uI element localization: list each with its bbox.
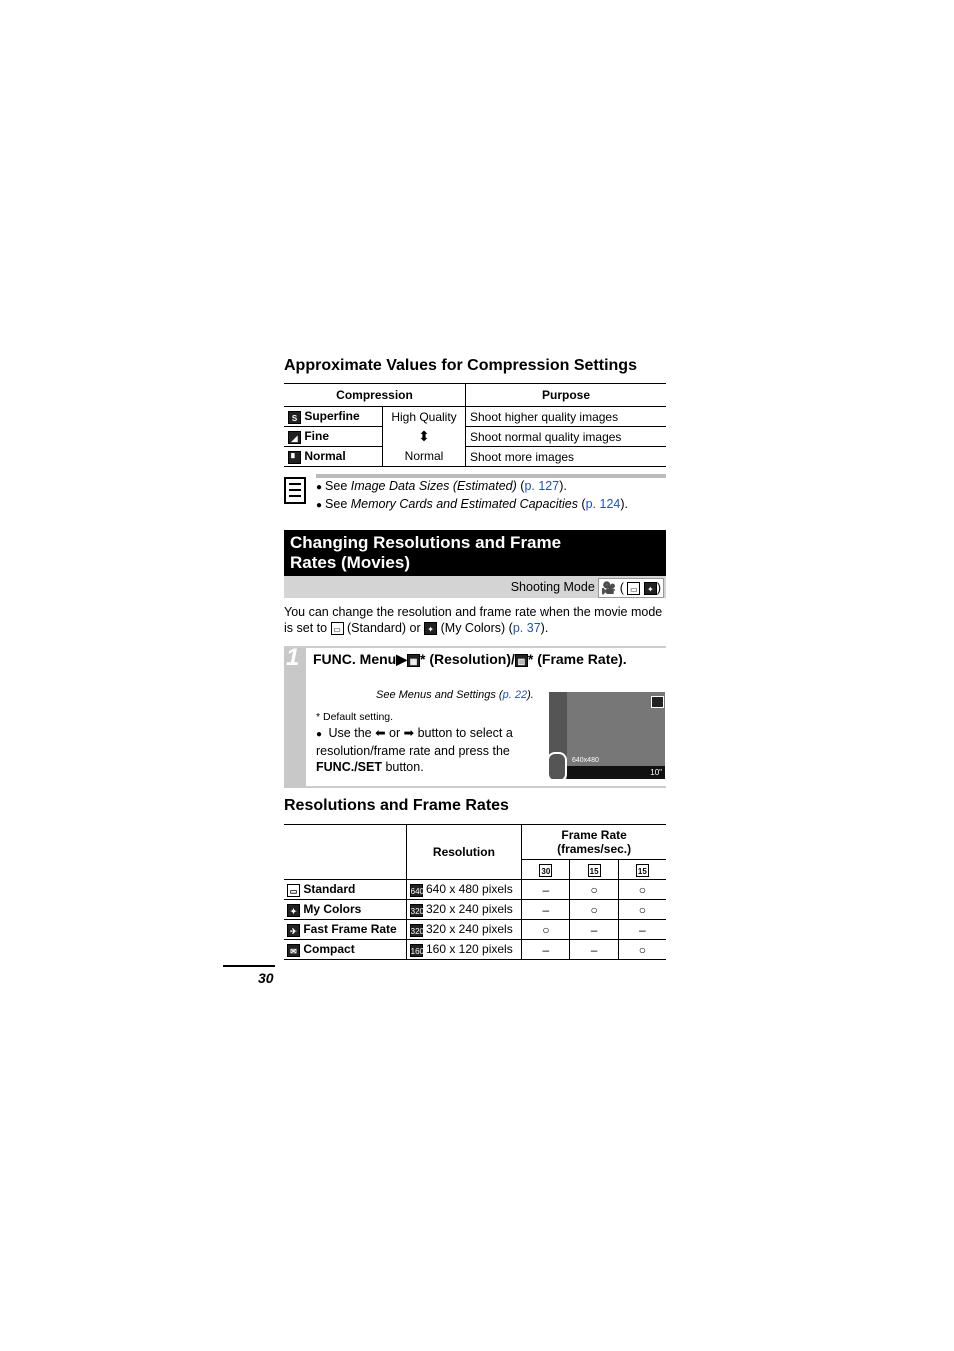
notes-list (316, 478, 628, 514)
note-item: ● See Memory Cards and Estimated Capacities (p. 124). (316, 496, 628, 514)
note-item: ● See Image Data Sizes (Estimated) (p. 127). (316, 478, 628, 496)
step-instruction: ● Use the ⬅ or ➡ button to select a resolution/frame rate and press the FUNC./SET button. (316, 725, 536, 775)
header-frame-rate: Frame Rate (frames/sec.) (522, 825, 666, 860)
page-number-rule (223, 965, 275, 967)
default-note: * Default setting. (316, 711, 394, 723)
left-arrow-icon: ⬅ (375, 726, 386, 740)
step-number: 1 (286, 644, 300, 671)
intro-paragraph: You can change the resolution and frame rate when the movie mode is set to ▭ (Standard) or ✦ (My Colors) (p. 37). (284, 605, 663, 635)
page-link[interactable]: p. 22 (502, 689, 528, 701)
screen-time: 10" (650, 768, 662, 777)
standard-icon: ▭ (627, 582, 640, 595)
mycolors-icon: ✦ (424, 622, 437, 635)
resolutions-heading: Resolutions and Frame Rates (284, 797, 509, 814)
purpose-cell: Shoot higher quality images (466, 407, 667, 427)
section-banner (284, 530, 666, 576)
quality-high: High Quality (383, 407, 466, 427)
movie-camera-icon: 🎥 (601, 580, 617, 595)
resolution-160-icon: 160 (410, 944, 423, 957)
screen-status-bar (567, 766, 665, 779)
normal-icon: ▘ (288, 451, 301, 464)
selection-highlight (547, 752, 567, 782)
banner-line: Rates (Movies) (290, 553, 410, 572)
memo-icon (284, 477, 306, 504)
frame-rate-15-icon: 15 (636, 864, 649, 877)
compression-name: Superfine (304, 409, 360, 424)
standard-icon: ▭ (287, 884, 300, 897)
resolution-320-icon: 320 (410, 924, 423, 937)
shooting-mode-label: Shooting Mode (510, 580, 595, 594)
resolution-640-icon: 640 (410, 884, 423, 897)
purpose-cell: Shoot normal quality images (466, 427, 667, 447)
compression-table (284, 383, 666, 467)
standard-icon: ▭ (331, 622, 344, 635)
mycolors-icon: ✦ (287, 904, 300, 917)
shooting-mode-icons: 🎥 ( ▭ ✦ ) (598, 578, 664, 598)
step-title: FUNC. Menu▶ ▦ * (Resolution)/ ▥ * (Frame Rate). (313, 651, 627, 667)
mycolors-icon: ✦ (644, 582, 657, 595)
compression-name: Normal (304, 449, 346, 464)
table-row (284, 407, 666, 427)
frame-rate-30-icon: 30 (539, 864, 552, 877)
header-purpose: Purpose (466, 384, 667, 407)
resolutions-table (284, 824, 666, 960)
table-row: ▭ Standard 640 640 x 480 pixels – ○ ○ (284, 880, 666, 900)
table-row: ✈ Fast Frame Rate 320 320 x 240 pixels ○ – – (284, 920, 666, 940)
page-link[interactable]: p. 37 (512, 621, 541, 635)
compact-icon: ✉ (287, 944, 300, 957)
purpose-cell: Shoot more images (466, 447, 667, 467)
quality-arrow-icon: ⬍ (383, 427, 466, 447)
frame-rate-icon: ▥ (515, 654, 528, 667)
table-row (284, 447, 666, 467)
fastframe-icon: ✈ (287, 924, 300, 937)
arrow-right-icon: ▶ (396, 651, 407, 667)
header-compression: Compression (284, 384, 466, 407)
compression-name: Fine (304, 429, 330, 444)
table-row: ✉ Compact 160 160 x 120 pixels – – ○ (284, 940, 666, 960)
page-link[interactable]: p. 127 (524, 479, 560, 493)
quality-low: Normal (383, 447, 466, 467)
page-number: 30 (258, 970, 274, 986)
table-row (284, 427, 666, 447)
step-reference: See Menus and Settings (p. 22). (376, 689, 534, 701)
superfine-icon: S (288, 411, 301, 424)
shooting-mode-bar (284, 576, 666, 598)
resolution-320-icon: 320 (410, 904, 423, 917)
right-arrow-icon: ➡ (403, 726, 415, 740)
banner-line: Changing Resolutions and Frame (290, 533, 562, 552)
compression-heading: Approximate Values for Compression Settings (284, 357, 637, 374)
frame-rate-15-icon: 15 (588, 864, 601, 877)
header-resolution: Resolution (406, 825, 522, 880)
movie-mode-icon (651, 696, 664, 708)
page-link[interactable]: p. 124 (585, 497, 621, 511)
fine-icon: ◢ (288, 431, 301, 444)
resolution-icon: ▦ (407, 654, 420, 667)
table-row: ✦ My Colors 320 320 x 240 pixels – ○ ○ (284, 900, 666, 920)
screen-resolution-label: 640x480 (572, 757, 599, 764)
